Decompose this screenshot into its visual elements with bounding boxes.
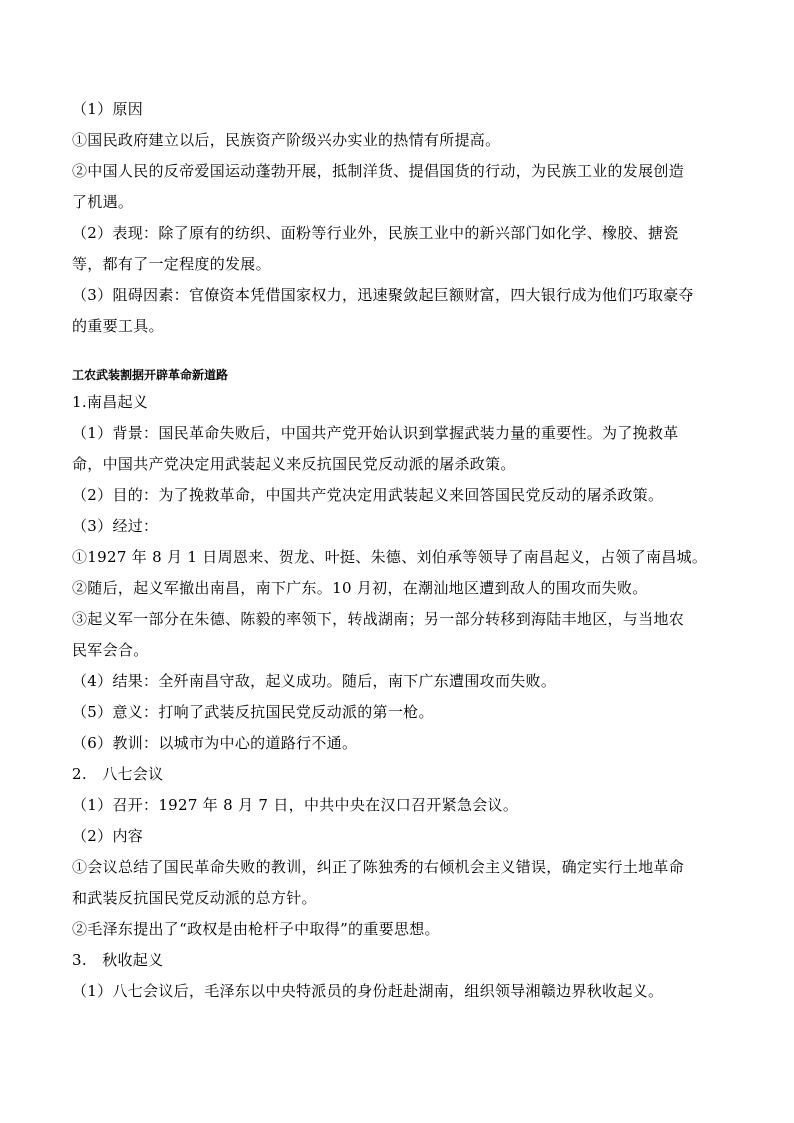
line-performance-a: （2）表现：除了原有的纺织、面粉等行业外，民族工业中的新兴部门如化学、橡胶、搪瓷 — [72, 224, 679, 242]
line-cause-2a: ②中国人民的反帝爱国运动蓬勃开展，抵制洋货、提倡国货的行动，为民族工业的发展创造 — [72, 162, 685, 180]
line-purpose: （2）目的：为了挽救革命，中国共产党决定用武装起义来回答国民党反动的屠杀政策。 — [72, 486, 664, 504]
line-lesson: （6）教训：以城市为中心的道路行不通。 — [72, 734, 358, 752]
line-autumn-harvest-1: （1）八七会议后，毛泽东以中央特派员的身份赶赴湖南，组织领导湘赣边界秋收起义。 — [72, 982, 664, 1000]
line-august7-convene: （1）召开：1927 年 8 月 7 日，中共中央在汉口召开紧急会议。 — [72, 796, 519, 814]
line-result: （4）结果：全歼南昌守敌，起义成功。随后，南下广东遭围攻而失败。 — [72, 672, 557, 690]
line-process-heading: （3）经过： — [72, 517, 159, 535]
line-process-3a: ③起义军一部分在朱德、陈毅的率领下，转战湖南；另一部分转移到海陆丰地区，与当地农 — [72, 610, 685, 628]
line-august7-content-1b: 和武装反抗国民党反动派的总方针。 — [72, 889, 317, 907]
line-process-2: ②随后，起义军撤出南昌，南下广东。10 月初，在潮汕地区遭到敌人的围攻而失败。 — [72, 579, 648, 597]
line-process-3b: 民军会合。 — [72, 641, 149, 659]
line-significance: （5）意义：打响了武装反抗国民党反动派的第一枪。 — [72, 703, 434, 721]
line-august7-title: 2. 八七会议 — [72, 765, 164, 783]
line-process-1: ①1927 年 8 月 1 日周恩来、贺龙、叶挺、朱德、刘伯承等领导了南昌起义，占领了南昌城。 — [72, 548, 708, 566]
line-cause-heading: （1）原因 — [72, 100, 144, 118]
line-obstacle-a: （3）阻碍因素：官僚资本凭借国家权力，迅速聚敛起巨额财富，四大银行成为他们巧取豪夺 — [72, 286, 694, 304]
line-nanchang-title: 1.南昌起义 — [72, 393, 149, 411]
line-august7-content-1a: ①会议总结了国民革命失败的教训，纠正了陈独秀的右倾机会主义错误，确定实行土地革命 — [72, 858, 685, 876]
line-cause-2b: 了机遇。 — [72, 193, 134, 211]
line-performance-b: 等，都有了一定程度的发展。 — [72, 255, 271, 273]
line-cause-1: ①国民政府建立以后，民族资产阶级兴办实业的热情有所提高。 — [72, 131, 501, 149]
line-autumn-harvest-title: 3. 秋收起义 — [72, 951, 164, 969]
line-background-b: 命，中国共产党决定用武装起义来反抗国民党反动派的屠杀政策。 — [72, 455, 516, 473]
line-obstacle-b: 的重要工具。 — [72, 317, 164, 335]
line-background-a: （1）背景：国民革命失败后，中国共产党开始认识到掌握武装力量的重要性。为了挽救革 — [72, 424, 679, 442]
line-august7-content-2: ②毛泽东提出了“政权是由枪杆子中取得”的重要思想。 — [72, 920, 440, 938]
section-heading: 工农武装割据开辟革命新道路 — [72, 368, 229, 382]
line-august7-content: （2）内容 — [72, 827, 144, 845]
